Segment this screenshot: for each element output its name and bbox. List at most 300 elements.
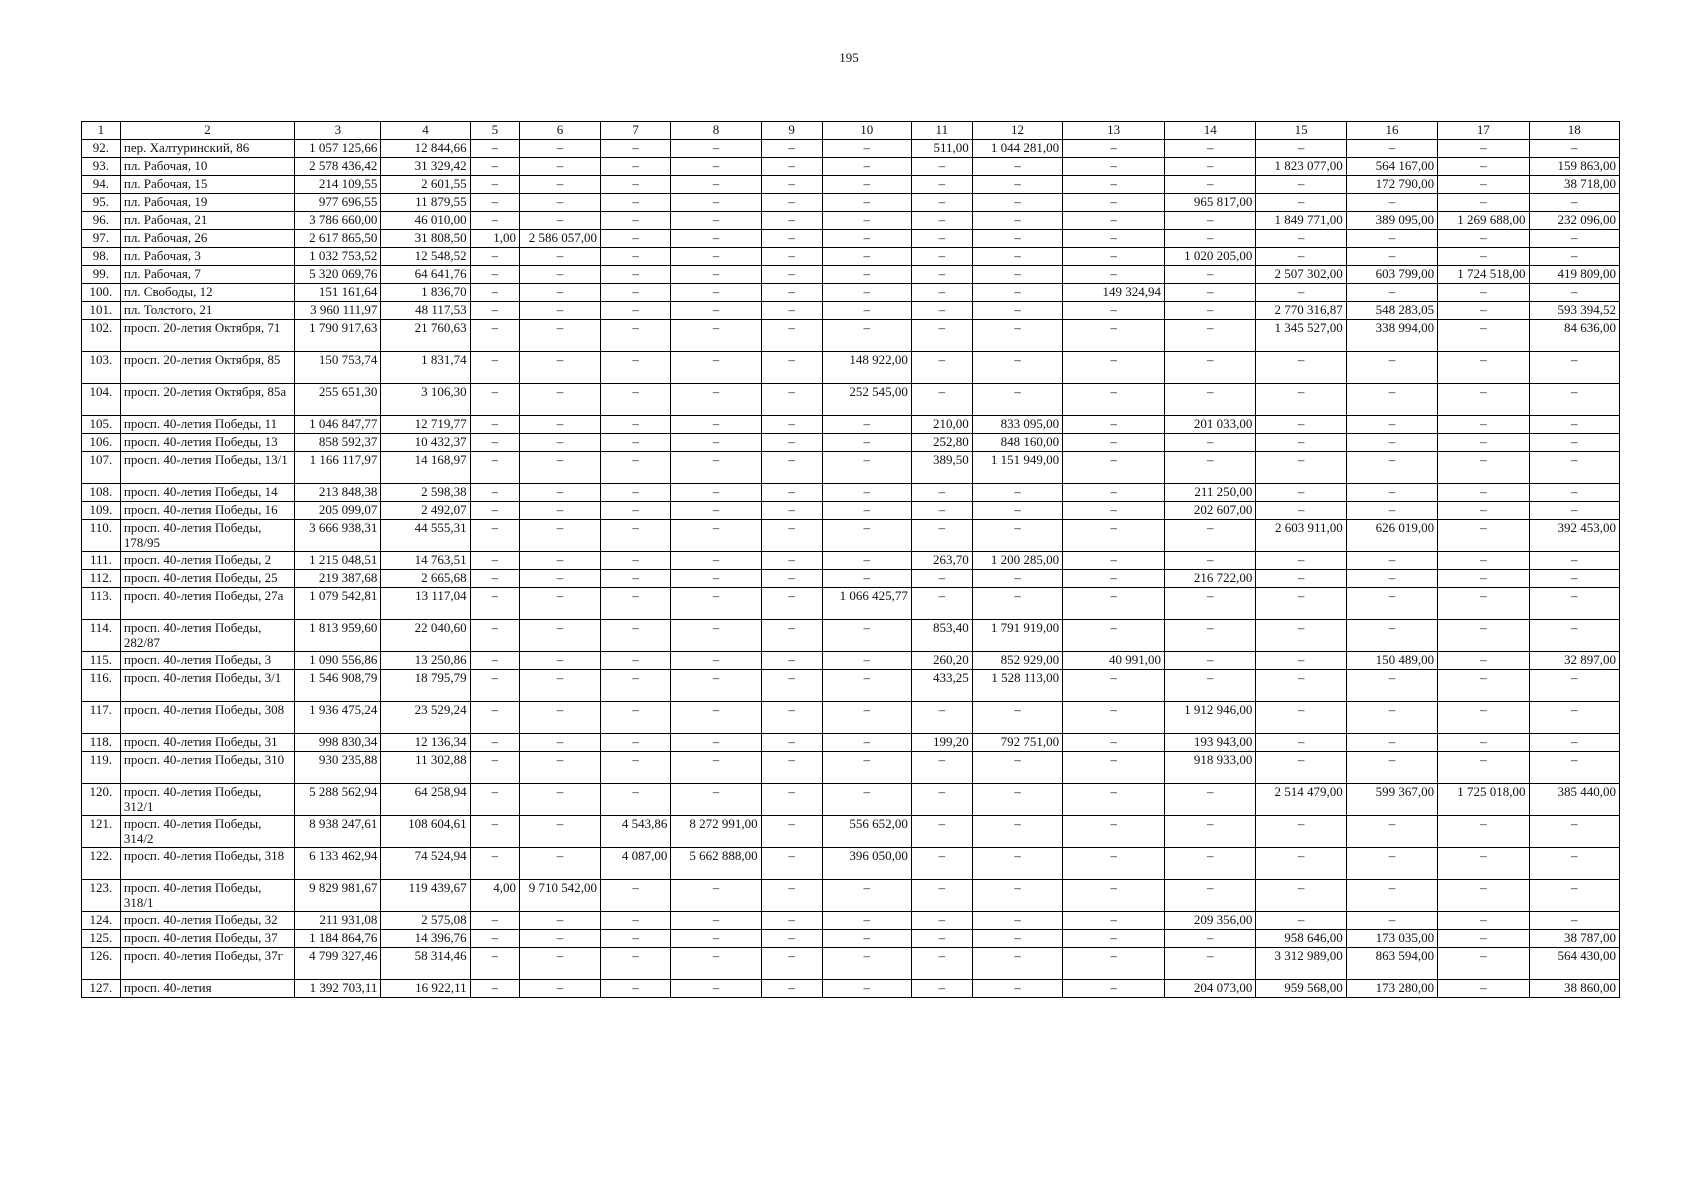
table-row <box>82 702 1620 734</box>
address-cell: просп. 40-летия Победы, 314/2 <box>120 816 294 848</box>
row-number: 97. <box>82 230 121 248</box>
value-cell: – <box>1438 434 1529 452</box>
address-cell: просп. 40-летия Победы, 3 <box>120 652 294 670</box>
value-cell: 2 770 316,87 <box>1256 302 1346 320</box>
value-cell: 74 524,94 <box>381 848 470 880</box>
value-cell: – <box>972 752 1062 784</box>
value-cell: – <box>1438 588 1529 620</box>
value-cell: – <box>1063 784 1165 816</box>
value-cell: 1 790 917,63 <box>295 320 381 352</box>
value-cell: 46 010,00 <box>381 212 470 230</box>
value-cell: – <box>1346 284 1437 302</box>
value-cell: – <box>1438 948 1529 980</box>
address-cell: просп. 40-летия Победы, 27а <box>120 588 294 620</box>
value-cell: 2 665,68 <box>381 570 470 588</box>
value-cell: – <box>822 552 911 570</box>
value-cell: – <box>520 502 601 520</box>
value-cell: – <box>520 702 601 734</box>
column-header: 2 <box>120 122 294 140</box>
value-cell: 1 392 703,11 <box>295 980 381 998</box>
value-cell: – <box>520 452 601 484</box>
value-cell: – <box>1165 670 1256 702</box>
table-row <box>82 588 1620 620</box>
value-cell: 9 829 981,67 <box>295 880 381 912</box>
value-cell: 18 795,79 <box>381 670 470 702</box>
address-cell: просп. 40-летия Победы, 310 <box>120 752 294 784</box>
row-number: 106. <box>82 434 121 452</box>
value-cell: 556 652,00 <box>822 816 911 848</box>
value-cell: 38 787,00 <box>1529 930 1619 948</box>
value-cell: – <box>761 880 822 912</box>
value-cell: – <box>600 552 670 570</box>
value-cell: – <box>761 670 822 702</box>
value-cell: – <box>600 912 670 930</box>
value-cell: – <box>1256 484 1346 502</box>
table-row <box>82 816 1620 848</box>
value-cell: – <box>470 194 519 212</box>
value-cell: – <box>600 670 670 702</box>
value-cell: – <box>520 784 601 816</box>
row-number: 101. <box>82 302 121 320</box>
value-cell: 84 636,00 <box>1529 320 1619 352</box>
value-cell: 1 823 077,00 <box>1256 158 1346 176</box>
value-cell: – <box>761 784 822 816</box>
value-cell: – <box>1256 194 1346 212</box>
value-cell: – <box>1165 284 1256 302</box>
value-cell: – <box>1165 620 1256 652</box>
value-cell: – <box>1063 158 1165 176</box>
value-cell: – <box>822 140 911 158</box>
table-row <box>82 980 1620 998</box>
value-cell: – <box>470 980 519 998</box>
value-cell: – <box>1529 734 1619 752</box>
value-cell: – <box>1346 416 1437 434</box>
table-row <box>82 570 1620 588</box>
table-row <box>82 176 1620 194</box>
row-number: 127. <box>82 980 121 998</box>
value-cell: – <box>520 266 601 284</box>
value-cell: – <box>1529 284 1619 302</box>
value-cell: – <box>761 930 822 948</box>
table-row <box>82 452 1620 484</box>
value-cell: – <box>600 320 670 352</box>
value-cell: 210,00 <box>911 416 972 434</box>
table-row <box>82 352 1620 384</box>
value-cell: – <box>761 320 822 352</box>
value-cell: – <box>600 416 670 434</box>
value-cell: – <box>600 784 670 816</box>
value-cell: – <box>822 484 911 502</box>
value-cell: 3 786 660,00 <box>295 212 381 230</box>
value-cell: 958 646,00 <box>1256 930 1346 948</box>
value-cell: – <box>671 158 761 176</box>
value-cell: – <box>520 520 601 552</box>
value-cell: – <box>1529 434 1619 452</box>
row-number: 105. <box>82 416 121 434</box>
value-cell: – <box>822 266 911 284</box>
value-cell: – <box>822 702 911 734</box>
column-header: 14 <box>1165 122 1256 140</box>
value-cell: – <box>822 302 911 320</box>
value-cell: 852 929,00 <box>972 652 1062 670</box>
value-cell: – <box>972 520 1062 552</box>
value-cell: – <box>1438 284 1529 302</box>
value-cell: – <box>972 848 1062 880</box>
value-cell: – <box>761 212 822 230</box>
value-cell: – <box>1529 912 1619 930</box>
value-cell: 3 106,30 <box>381 384 470 416</box>
value-cell: 2 601,55 <box>381 176 470 194</box>
value-cell: – <box>761 352 822 384</box>
row-number: 121. <box>82 816 121 848</box>
value-cell: 548 283,05 <box>1346 302 1437 320</box>
value-cell: – <box>1063 702 1165 734</box>
value-cell: – <box>1438 652 1529 670</box>
value-cell: – <box>1438 880 1529 912</box>
value-cell: – <box>1438 158 1529 176</box>
value-cell: 1 345 527,00 <box>1256 320 1346 352</box>
value-cell: – <box>671 520 761 552</box>
table-row <box>82 248 1620 266</box>
value-cell: 14 168,97 <box>381 452 470 484</box>
value-cell: – <box>1346 816 1437 848</box>
value-cell: – <box>1063 930 1165 948</box>
address-cell: пл. Свободы, 12 <box>120 284 294 302</box>
value-cell: – <box>520 816 601 848</box>
value-cell: – <box>470 552 519 570</box>
value-cell: – <box>600 948 670 980</box>
value-cell: 3 312 989,00 <box>1256 948 1346 980</box>
value-cell: – <box>1063 416 1165 434</box>
address-cell: просп. 20-летия Октября, 85 <box>120 352 294 384</box>
value-cell: – <box>671 670 761 702</box>
value-cell: – <box>1346 734 1437 752</box>
value-cell: – <box>1346 484 1437 502</box>
value-cell: – <box>822 620 911 652</box>
table-row <box>82 212 1620 230</box>
value-cell: 199,20 <box>911 734 972 752</box>
value-cell: 977 696,55 <box>295 194 381 212</box>
value-cell: – <box>1256 702 1346 734</box>
value-cell: – <box>761 948 822 980</box>
value-cell: 213 848,38 <box>295 484 381 502</box>
value-cell: 6 133 462,94 <box>295 848 381 880</box>
value-cell: – <box>911 570 972 588</box>
column-header: 17 <box>1438 122 1529 140</box>
value-cell: – <box>972 816 1062 848</box>
value-cell: – <box>520 588 601 620</box>
value-cell: 5 320 069,76 <box>295 266 381 284</box>
value-cell: – <box>1346 570 1437 588</box>
value-cell: 5 662 888,00 <box>671 848 761 880</box>
value-cell: – <box>520 194 601 212</box>
value-cell: – <box>822 570 911 588</box>
table-row <box>82 620 1620 652</box>
value-cell: – <box>822 520 911 552</box>
value-cell: – <box>761 484 822 502</box>
value-cell: – <box>520 320 601 352</box>
value-cell: – <box>1063 434 1165 452</box>
value-cell: – <box>671 570 761 588</box>
column-header: 8 <box>671 122 761 140</box>
value-cell: – <box>520 948 601 980</box>
address-cell: пер. Халтуринский, 86 <box>120 140 294 158</box>
value-cell: – <box>671 552 761 570</box>
value-cell: – <box>1529 620 1619 652</box>
value-cell: 1 528 113,00 <box>972 670 1062 702</box>
value-cell: – <box>600 734 670 752</box>
value-cell: – <box>1063 230 1165 248</box>
value-cell: 3 666 938,31 <box>295 520 381 552</box>
value-cell: 32 897,00 <box>1529 652 1619 670</box>
row-number: 114. <box>82 620 121 652</box>
value-cell: – <box>1346 230 1437 248</box>
value-cell: – <box>1063 980 1165 998</box>
value-cell: – <box>822 158 911 176</box>
row-number: 125. <box>82 930 121 948</box>
value-cell: 216 722,00 <box>1165 570 1256 588</box>
value-cell: – <box>1165 452 1256 484</box>
value-cell: – <box>761 816 822 848</box>
value-cell: – <box>1063 266 1165 284</box>
column-header: 6 <box>520 122 601 140</box>
value-cell: 204 073,00 <box>1165 980 1256 998</box>
value-cell: 1,00 <box>470 230 519 248</box>
value-cell: – <box>1346 452 1437 484</box>
value-cell: – <box>761 552 822 570</box>
column-header: 16 <box>1346 122 1437 140</box>
column-header: 10 <box>822 122 911 140</box>
value-cell: – <box>1346 502 1437 520</box>
value-cell: – <box>822 670 911 702</box>
address-cell: просп. 40-летия Победы, 16 <box>120 502 294 520</box>
value-cell: – <box>470 930 519 948</box>
value-cell: 150 489,00 <box>1346 652 1437 670</box>
value-cell: – <box>1256 176 1346 194</box>
value-cell: – <box>1256 734 1346 752</box>
value-cell: – <box>1256 652 1346 670</box>
address-cell: просп. 40-летия Победы, 3/1 <box>120 670 294 702</box>
value-cell: 1 724 518,00 <box>1438 266 1529 284</box>
address-cell: пл. Рабочая, 15 <box>120 176 294 194</box>
value-cell: – <box>911 266 972 284</box>
value-cell: – <box>761 452 822 484</box>
value-cell: 848 160,00 <box>972 434 1062 452</box>
value-cell: – <box>911 284 972 302</box>
value-cell: – <box>470 302 519 320</box>
table-row <box>82 502 1620 520</box>
value-cell: – <box>1529 752 1619 784</box>
value-cell: – <box>822 416 911 434</box>
value-cell: 1 057 125,66 <box>295 140 381 158</box>
row-number: 126. <box>82 948 121 980</box>
value-cell: – <box>972 570 1062 588</box>
value-cell: – <box>470 670 519 702</box>
value-cell: – <box>972 980 1062 998</box>
value-cell: – <box>470 848 519 880</box>
value-cell: – <box>1256 230 1346 248</box>
value-cell: – <box>1165 212 1256 230</box>
value-cell: – <box>1438 302 1529 320</box>
value-cell: – <box>761 848 822 880</box>
value-cell: – <box>600 384 670 416</box>
value-cell: 2 578 436,42 <box>295 158 381 176</box>
value-cell: 2 598,38 <box>381 484 470 502</box>
value-cell: 3 960 111,97 <box>295 302 381 320</box>
value-cell: – <box>822 980 911 998</box>
value-cell: – <box>822 948 911 980</box>
value-cell: – <box>911 352 972 384</box>
value-cell: – <box>671 752 761 784</box>
value-cell: – <box>671 230 761 248</box>
address-cell: просп. 40-летия Победы, 2 <box>120 552 294 570</box>
value-cell: 392 453,00 <box>1529 520 1619 552</box>
value-cell: – <box>671 652 761 670</box>
value-cell: – <box>470 570 519 588</box>
value-cell: 172 790,00 <box>1346 176 1437 194</box>
value-cell: – <box>761 752 822 784</box>
table-row <box>82 784 1620 816</box>
value-cell: 389,50 <box>911 452 972 484</box>
value-cell: – <box>822 734 911 752</box>
value-cell: – <box>761 588 822 620</box>
value-cell: – <box>911 176 972 194</box>
row-number: 93. <box>82 158 121 176</box>
value-cell: – <box>761 652 822 670</box>
table-row <box>82 484 1620 502</box>
value-cell: – <box>1256 816 1346 848</box>
header-row <box>82 122 1620 140</box>
value-cell: 1 079 542,81 <box>295 588 381 620</box>
value-cell: – <box>1438 230 1529 248</box>
value-cell: – <box>761 176 822 194</box>
value-cell: – <box>911 702 972 734</box>
value-cell: – <box>600 570 670 588</box>
value-cell: – <box>1438 194 1529 212</box>
value-cell: – <box>1346 620 1437 652</box>
row-number: 118. <box>82 734 121 752</box>
table-row <box>82 384 1620 416</box>
value-cell: – <box>671 248 761 266</box>
value-cell: – <box>911 194 972 212</box>
value-cell: 214 109,55 <box>295 176 381 194</box>
value-cell: 22 040,60 <box>381 620 470 652</box>
value-cell: – <box>1438 816 1529 848</box>
value-cell: 10 432,37 <box>381 434 470 452</box>
value-cell: – <box>470 248 519 266</box>
table-row <box>82 302 1620 320</box>
value-cell: – <box>520 930 601 948</box>
value-cell: – <box>1346 848 1437 880</box>
value-cell: – <box>1063 452 1165 484</box>
value-cell: 40 991,00 <box>1063 652 1165 670</box>
value-cell: – <box>1063 176 1165 194</box>
value-cell: – <box>911 384 972 416</box>
value-cell: – <box>1529 452 1619 484</box>
value-cell: – <box>972 352 1062 384</box>
value-cell: 232 096,00 <box>1529 212 1619 230</box>
value-cell: – <box>1256 752 1346 784</box>
row-number: 117. <box>82 702 121 734</box>
address-cell: просп. 40-летия Победы, 31 <box>120 734 294 752</box>
value-cell: 1 151 949,00 <box>972 452 1062 484</box>
value-cell: – <box>1529 816 1619 848</box>
value-cell: – <box>761 266 822 284</box>
value-cell: 338 994,00 <box>1346 320 1437 352</box>
value-cell: – <box>1165 816 1256 848</box>
value-cell: – <box>1346 588 1437 620</box>
value-cell: – <box>1346 702 1437 734</box>
value-cell: – <box>1063 620 1165 652</box>
address-cell: просп. 40-летия <box>120 980 294 998</box>
value-cell: 965 817,00 <box>1165 194 1256 212</box>
table-row <box>82 912 1620 930</box>
value-cell: – <box>1063 302 1165 320</box>
value-cell: – <box>520 140 601 158</box>
value-cell: – <box>520 752 601 784</box>
value-cell: 211 931,08 <box>295 912 381 930</box>
value-cell: – <box>1063 880 1165 912</box>
table-row <box>82 140 1620 158</box>
address-cell: просп. 20-летия Октября, 71 <box>120 320 294 352</box>
value-cell: 38 860,00 <box>1529 980 1619 998</box>
value-cell: 211 250,00 <box>1165 484 1256 502</box>
value-cell: 1 044 281,00 <box>972 140 1062 158</box>
column-header: 3 <box>295 122 381 140</box>
value-cell: 2 586 057,00 <box>520 230 601 248</box>
value-cell: – <box>520 212 601 230</box>
value-cell: – <box>1438 930 1529 948</box>
value-cell: – <box>1529 352 1619 384</box>
value-cell: – <box>1165 848 1256 880</box>
value-cell: – <box>1256 352 1346 384</box>
value-cell: – <box>761 520 822 552</box>
value-cell: – <box>1529 552 1619 570</box>
value-cell: 419 809,00 <box>1529 266 1619 284</box>
value-cell: 4,00 <box>470 880 519 912</box>
value-cell: – <box>761 194 822 212</box>
value-cell: – <box>1438 352 1529 384</box>
value-cell: – <box>600 176 670 194</box>
value-cell: – <box>1529 502 1619 520</box>
value-cell: 12 719,77 <box>381 416 470 434</box>
value-cell: 108 604,61 <box>381 816 470 848</box>
value-cell: 13 250,86 <box>381 652 470 670</box>
row-number: 107. <box>82 452 121 484</box>
value-cell: 792 751,00 <box>972 734 1062 752</box>
value-cell: 1 813 959,60 <box>295 620 381 652</box>
value-cell: – <box>1346 912 1437 930</box>
value-cell: – <box>600 880 670 912</box>
value-cell: 252,80 <box>911 434 972 452</box>
value-cell: – <box>972 930 1062 948</box>
value-cell: 2 507 302,00 <box>1256 266 1346 284</box>
value-cell: – <box>671 880 761 912</box>
value-cell: – <box>1256 416 1346 434</box>
value-cell: – <box>761 158 822 176</box>
value-cell: – <box>1063 248 1165 266</box>
address-cell: пл. Толстого, 21 <box>120 302 294 320</box>
value-cell: – <box>520 176 601 194</box>
value-cell: – <box>671 588 761 620</box>
value-cell: 255 651,30 <box>295 384 381 416</box>
value-cell: 64 641,76 <box>381 266 470 284</box>
value-cell: – <box>1529 140 1619 158</box>
value-cell: – <box>1063 484 1165 502</box>
value-cell: – <box>600 980 670 998</box>
value-cell: – <box>911 912 972 930</box>
value-cell: – <box>1063 212 1165 230</box>
